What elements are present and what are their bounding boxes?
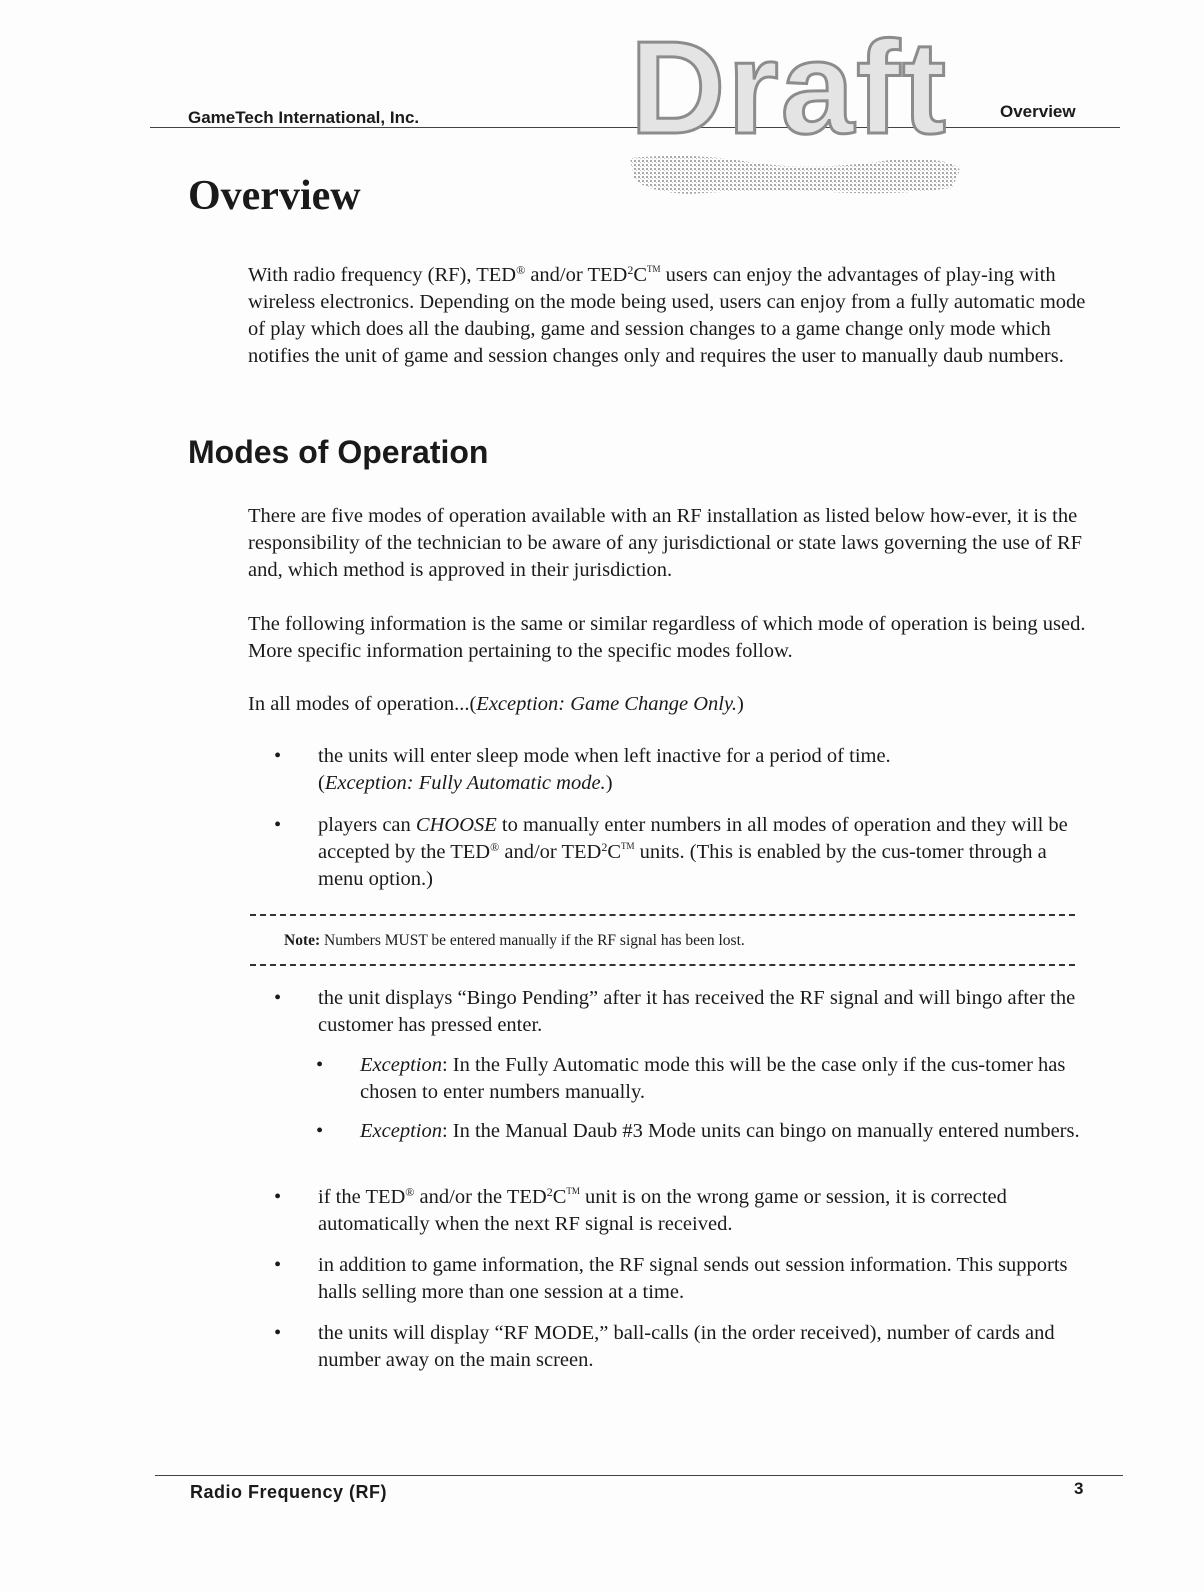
note-label: Note: bbox=[284, 932, 321, 949]
list-item: • the unit displays “Bingo Pending” after it has received the RF signal and will bingo after the customer has pressed enter. bbox=[318, 985, 1096, 1039]
superscript-two: 2 bbox=[627, 263, 634, 277]
list-item bbox=[318, 743, 1096, 797]
trademark-mark: TM bbox=[621, 841, 635, 851]
bullet-4-text-4: unit is on the wrong game or session, it is corrected automatically when the next RF signal is received. bbox=[318, 1186, 1007, 1235]
bullet-2-text-1: players can bbox=[318, 814, 416, 836]
note-divider-bottom bbox=[250, 964, 1075, 966]
sub-list-item bbox=[360, 1052, 1080, 1106]
intro-text-4: users can enjoy the advantages of play-ing with wireless electronics. Depending on the mode being used, users can enjoy from a fully automatic mode of play which does all the daubing, game and session changes to a game change only mode which notifies the unit of game and session changes only and requires the user to manually daub numbers. bbox=[248, 264, 1086, 367]
sub-list-item bbox=[360, 1118, 1080, 1145]
list-item: • in addition to game information, the RF signal sends out session information. This supports halls selling more than one session at a time. bbox=[318, 1252, 1096, 1306]
intro-paragraph bbox=[248, 262, 1098, 370]
note-text: Numbers MUST be entered manually if the RF signal has been lost. bbox=[324, 932, 745, 949]
sub-1-label: Exception bbox=[360, 1054, 442, 1076]
note-divider-top bbox=[250, 914, 1075, 916]
modes-paragraph: There are five modes of operation available with an RF installation as listed below how-ever, it is the responsibility of the technician to be aware of any jurisdictional or state laws governing the use of RF and, which method is approved in their jurisdiction. bbox=[248, 505, 1083, 581]
list-item bbox=[318, 1184, 1096, 1238]
bullet-2-choose: CHOOSE bbox=[415, 814, 497, 836]
page-number: 3 bbox=[1074, 1479, 1084, 1498]
trademark-mark: TM bbox=[647, 264, 661, 274]
bullet-2-text-5: units. (This is enabled by the cus-tomer through a menu option.) bbox=[318, 841, 1047, 890]
bullet-1-lead: ( bbox=[318, 772, 325, 794]
superscript-two: 2 bbox=[601, 840, 608, 854]
sub-2-text: : In the Manual Daub #3 Mode units can bingo on manually entered numbers. bbox=[441, 1120, 1080, 1142]
list-item: • the units will display “RF MODE,” ball-calls (in the order received), number of cards and number away on the main screen. bbox=[318, 1320, 1096, 1374]
in-all-close: ) bbox=[737, 693, 744, 715]
section-heading: Modes of Operation bbox=[188, 434, 489, 470]
following-paragraph: The following information is the same or similar regardless of which mode of operation is being used. More specific information pertaining to the specific modes follow. bbox=[248, 613, 1086, 662]
in-all-modes-paragraph bbox=[248, 691, 1098, 718]
bullet-1-close: ) bbox=[605, 772, 613, 794]
bullet-4-text-3: C bbox=[552, 1186, 567, 1208]
page-title: Overview bbox=[188, 173, 361, 219]
intro-text-1: With radio frequency (RF), TED bbox=[248, 264, 517, 286]
sub-1-text: : In the Fully Automatic mode this will be the case only if the cus-tomer has chosen to enter numbers manually. bbox=[360, 1054, 1066, 1103]
footer-rule bbox=[155, 1475, 1123, 1476]
header-company: GameTech International, Inc. bbox=[188, 108, 420, 127]
bullet-4-text-1: if the TED bbox=[318, 1186, 406, 1208]
bullet-1-text: the units will enter sleep mode when left inactive for a period of time. bbox=[318, 745, 891, 767]
note bbox=[284, 932, 745, 950]
footer-title: Radio Frequency (RF) bbox=[190, 1482, 388, 1502]
draft-stamp-smudge bbox=[630, 148, 960, 208]
header-section: Overview bbox=[1000, 102, 1076, 121]
intro-text-2: and/or TED bbox=[525, 264, 628, 286]
bullet-2-text-4: C bbox=[607, 841, 622, 863]
bullet-4-text-2: and/or the TED bbox=[414, 1186, 547, 1208]
superscript-two: 2 bbox=[546, 1185, 553, 1199]
draft-stamp bbox=[630, 8, 950, 218]
draft-stamp-word: Draft bbox=[630, 14, 949, 161]
registered-mark: ® bbox=[490, 840, 500, 854]
bullet-2-text-3: and/or TED bbox=[499, 841, 602, 863]
bullet-1-exception: Exception: Fully Automatic mode. bbox=[324, 772, 606, 794]
in-all-lead: In all modes of operation...( bbox=[248, 693, 477, 715]
list-item bbox=[318, 812, 1096, 893]
registered-mark: ® bbox=[405, 1185, 415, 1199]
sub-2-label: Exception bbox=[360, 1120, 442, 1142]
in-all-exception: Exception: Game Change Only. bbox=[476, 693, 738, 715]
trademark-mark: TM bbox=[566, 1186, 580, 1196]
bullet-2-text-2: to manually enter numbers in all modes of operation and they will be accepted by the TED bbox=[318, 814, 1068, 863]
intro-text-3: C bbox=[633, 264, 647, 286]
registered-mark: ® bbox=[516, 263, 526, 277]
